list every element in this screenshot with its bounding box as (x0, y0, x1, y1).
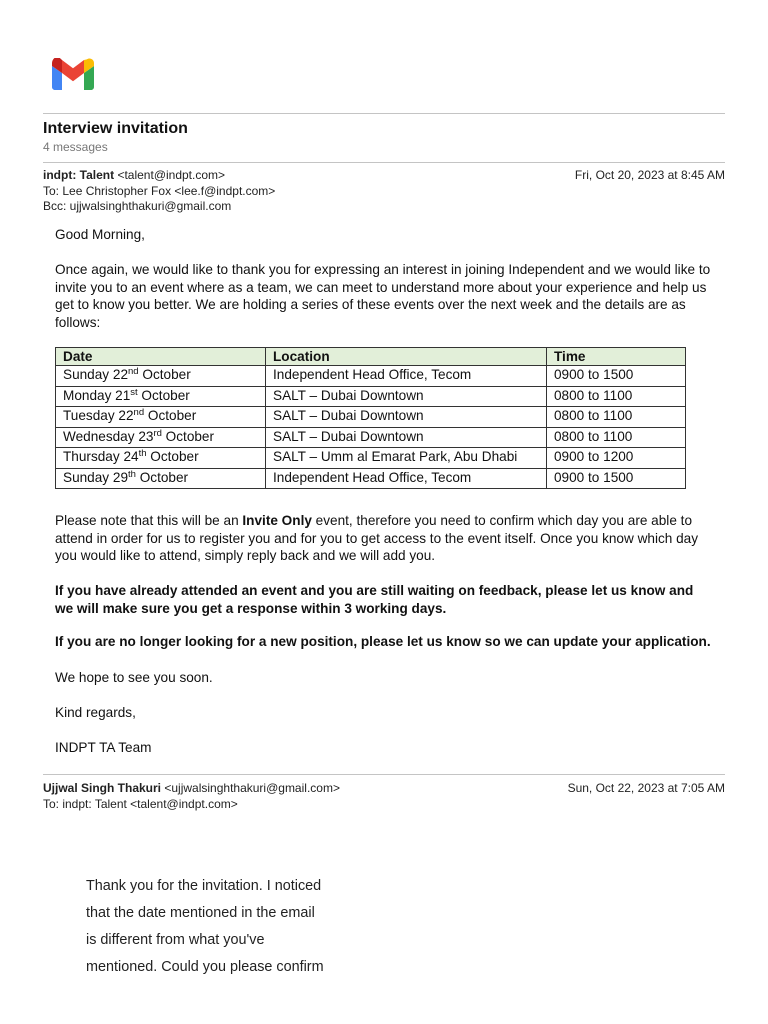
divider (43, 113, 725, 114)
event-time: 0900 to 1200 (547, 448, 686, 469)
sender-name: indpt: Talent (43, 168, 115, 182)
event-time: 0800 to 1100 (547, 427, 686, 448)
event-location: SALT – Umm al Emarat Park, Abu Dhabi (266, 448, 547, 469)
message-header (43, 781, 340, 812)
reply-line: that the date mentioned in the email (86, 905, 315, 921)
thread-title: Interview invitation (43, 120, 188, 137)
event-location: Independent Head Office, Tecom (266, 366, 547, 387)
event-time: 0900 to 1500 (547, 468, 686, 489)
event-date: Thursday 24th October (56, 448, 266, 469)
table-row (56, 448, 686, 469)
column-header-date: Date (56, 348, 266, 366)
event-location: SALT – Dubai Downtown (266, 386, 547, 407)
sender-email[interactable]: <talent@indpt.com> (117, 168, 226, 182)
reply-line: mentioned. Could you please confirm (86, 959, 324, 975)
feedback-note: If you have already attended an event and you are still waiting on feedback, please let us know and we will make sure you get a response within 3 working days. (55, 583, 694, 616)
signature: INDPT TA Team (55, 740, 152, 755)
event-time: 0800 to 1100 (547, 407, 686, 428)
table-row (56, 407, 686, 428)
closing-line: We hope to see you soon. (55, 670, 213, 685)
message-date: Fri, Oct 20, 2023 at 8:45 AM (574, 168, 725, 182)
event-date: Tuesday 22nd October (56, 407, 266, 428)
event-date: Wednesday 23rd October (56, 427, 266, 448)
table-row (56, 427, 686, 448)
message-header (43, 168, 275, 215)
divider (43, 774, 725, 775)
table-row (56, 468, 686, 489)
event-time: 0900 to 1500 (547, 366, 686, 387)
gmail-logo-icon (52, 58, 94, 90)
update-note: If you are no longer looking for a new position, please let us know so we can update your application. (55, 634, 711, 649)
column-header-location: Location (266, 348, 547, 366)
event-time: 0800 to 1100 (547, 386, 686, 407)
events-table (55, 347, 686, 489)
reply-line: Thank you for the invitation. I noticed (86, 878, 322, 894)
recipient-to: To: Lee Christopher Fox <lee.f@indpt.com> (43, 183, 276, 198)
intro-paragraph: Once again, we would like to thank you for expressing an interest in joining Independent and we would like to invite you to an event where as a team, we can meet to understand more about your experience and help us get to know you better. We are holding a series of these events over the next week and the details are as follows: (55, 262, 711, 330)
recipient-bcc: Bcc: ujjwalsinghthakuri@gmail.com (43, 199, 232, 213)
invite-note: Please note that this will be an Invite Only event, therefore you need to confirm which day you are able to attend in order for us to register you and for you to get access to the event itself. Once you know which day you would like to attend, simply reply back and we will add you. (55, 513, 699, 563)
greeting: Good Morning, (55, 227, 145, 242)
event-date: Monday 21st October (56, 386, 266, 407)
table-row (56, 386, 686, 407)
reply-line: is different from what you've (86, 932, 265, 948)
divider (43, 162, 725, 163)
table-header-row (56, 348, 686, 366)
recipient-to: To: indpt: Talent <talent@indpt.com> (43, 796, 238, 811)
sender-email[interactable]: <ujjwalsinghthakuri@gmail.com> (164, 781, 340, 795)
event-location: Independent Head Office, Tecom (266, 468, 547, 489)
message-date: Sun, Oct 22, 2023 at 7:05 AM (567, 781, 725, 795)
event-date: Sunday 22nd October (56, 366, 266, 387)
event-date: Sunday 29th October (56, 468, 266, 489)
table-row (56, 366, 686, 387)
reply-body (86, 873, 356, 981)
event-location: SALT – Dubai Downtown (266, 407, 547, 428)
message-count: 4 messages (43, 140, 108, 154)
event-location: SALT – Dubai Downtown (266, 427, 547, 448)
column-header-time: Time (547, 348, 686, 366)
sign-off: Kind regards, (55, 705, 136, 720)
sender-name: Ujjwal Singh Thakuri (43, 781, 162, 795)
